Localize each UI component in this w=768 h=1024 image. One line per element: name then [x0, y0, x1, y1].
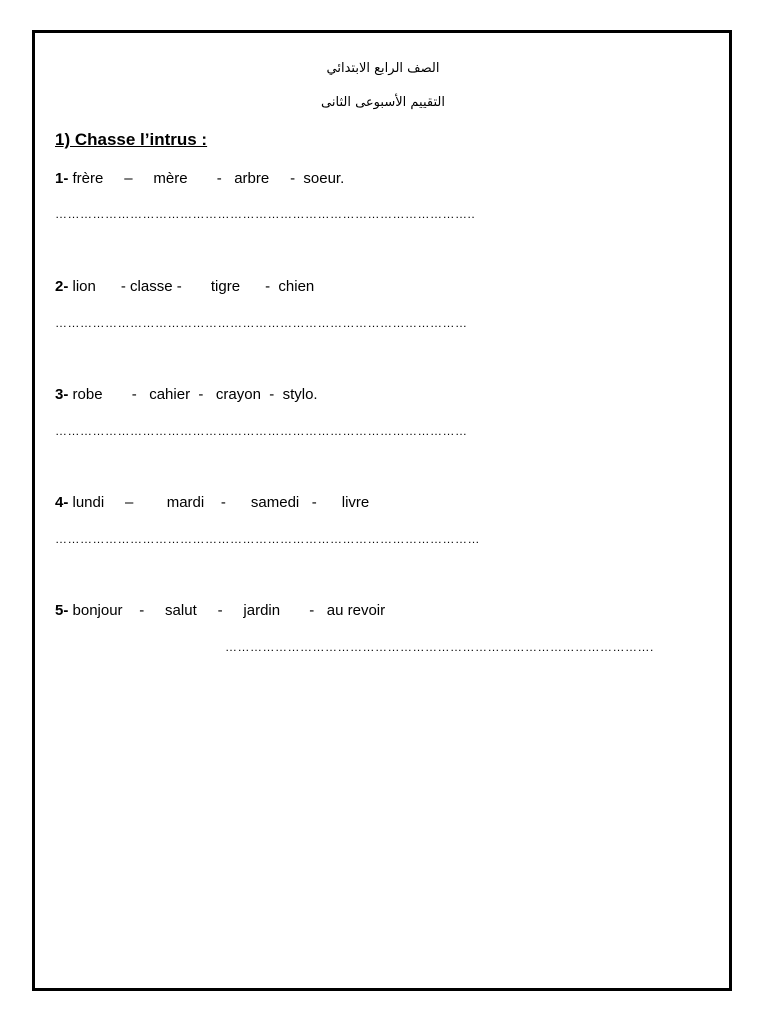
item-words: frère – mère - arbre - soeur.: [68, 170, 345, 187]
answer-line-5[interactable]: ………………………………………………………………………………………….: [225, 640, 654, 654]
section-heading: 1) Chasse l’intrus :: [55, 130, 208, 149]
exercise-item-4: [55, 494, 369, 511]
answer-line-2[interactable]: ………………………………………………………………………………………: [55, 316, 468, 330]
item-words: lion - classe - tigre - chien: [68, 278, 315, 295]
answer-line-3[interactable]: ………………………………………………………………………………………: [55, 424, 468, 438]
item-number: 5-: [55, 602, 69, 619]
item-words: lundi – mardi - samedi - livre: [68, 494, 370, 511]
exercise-item-2: [55, 278, 314, 295]
assessment-title-text: التقييم الأسبوعى الثانى: [321, 95, 445, 110]
exercise-item-5: [55, 602, 385, 619]
exercise-item-3: [55, 386, 318, 403]
answer-line-1[interactable]: ………………………………………………………………………………………..: [55, 207, 476, 221]
item-words: bonjour - salut - jardin - au revoir: [68, 602, 386, 619]
answer-line-4[interactable]: …………………………………………………………………………………………: [55, 532, 480, 546]
item-number: 4-: [55, 494, 69, 511]
exercise-item-1: [55, 170, 344, 187]
item-number: 2-: [55, 278, 69, 295]
grade-title-text: الصف الرابع الابتدائي: [326, 61, 440, 76]
item-number: 1-: [55, 170, 69, 187]
assessment-title: [0, 95, 768, 110]
item-words: robe - cahier - crayon - stylo.: [68, 386, 318, 403]
item-number: 3-: [55, 386, 69, 403]
grade-title: [0, 61, 768, 76]
